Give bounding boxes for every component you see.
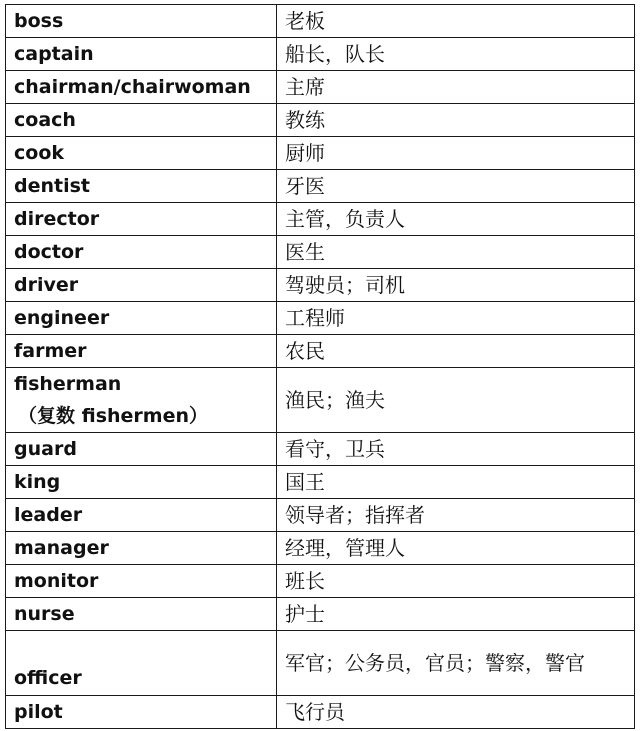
english-term: leader [6, 499, 277, 532]
english-term: dentist [6, 170, 277, 203]
chinese-meaning: 主管，负责人 [277, 203, 635, 236]
english-term: chairman/chairwoman [6, 71, 277, 104]
english-term: king [6, 466, 277, 499]
plural-note: （复数 fishermen） [18, 405, 209, 427]
chinese-meaning: 国王 [277, 466, 635, 499]
chinese-meaning: 班长 [277, 565, 635, 598]
english-term: driver [6, 269, 277, 302]
english-term: cook [6, 137, 277, 170]
table-row [6, 696, 635, 729]
table-row [6, 137, 635, 170]
english-term: coach [6, 104, 277, 137]
chinese-meaning: 工程师 [277, 302, 635, 335]
chinese-meaning: 领导者；指挥者 [277, 499, 635, 532]
table-row [6, 368, 635, 433]
english-term-cell [6, 368, 277, 433]
chinese-meaning: 厨师 [277, 137, 635, 170]
english-term: captain [6, 38, 277, 71]
chinese-meaning: 医生 [277, 236, 635, 269]
chinese-meaning: 船长，队长 [277, 38, 635, 71]
english-term: boss [6, 5, 277, 38]
chinese-meaning: 经理，管理人 [277, 532, 635, 565]
vocabulary-table [5, 4, 635, 729]
english-term: fisherman [14, 373, 122, 395]
table-row [6, 499, 635, 532]
english-term: farmer [6, 335, 277, 368]
table-row [6, 236, 635, 269]
chinese-meaning: 教练 [277, 104, 635, 137]
table-row [6, 170, 635, 203]
table-row [6, 565, 635, 598]
table-row [6, 104, 635, 137]
table-row [6, 203, 635, 236]
chinese-meaning: 看守，卫兵 [277, 433, 635, 466]
english-term: guard [6, 433, 277, 466]
table-row [6, 433, 635, 466]
chinese-meaning: 飞行员 [277, 696, 635, 729]
vocabulary-table-body [6, 5, 635, 729]
chinese-meaning: 驾驶员；司机 [277, 269, 635, 302]
table-row [6, 335, 635, 368]
chinese-meaning: 农民 [277, 335, 635, 368]
table-row [6, 598, 635, 631]
chinese-meaning: 牙医 [277, 170, 635, 203]
english-term: nurse [6, 598, 277, 631]
english-term: doctor [6, 236, 277, 269]
english-term: director [6, 203, 277, 236]
table-row [6, 71, 635, 104]
table-row [6, 269, 635, 302]
english-term: pilot [6, 696, 277, 729]
table-row [6, 302, 635, 335]
chinese-meaning: 渔民；渔夫 [277, 368, 635, 433]
table-row [6, 466, 635, 499]
chinese-meaning: 军官；公务员，官员；警察，警官 [277, 631, 635, 696]
table-row [6, 5, 635, 38]
table-row [6, 631, 635, 696]
table-row [6, 38, 635, 71]
table-row [6, 532, 635, 565]
english-term: manager [6, 532, 277, 565]
chinese-meaning: 老板 [277, 5, 635, 38]
english-term: monitor [6, 565, 277, 598]
chinese-meaning: 主席 [277, 71, 635, 104]
english-term: officer [6, 631, 277, 696]
english-term: engineer [6, 302, 277, 335]
chinese-meaning: 护士 [277, 598, 635, 631]
